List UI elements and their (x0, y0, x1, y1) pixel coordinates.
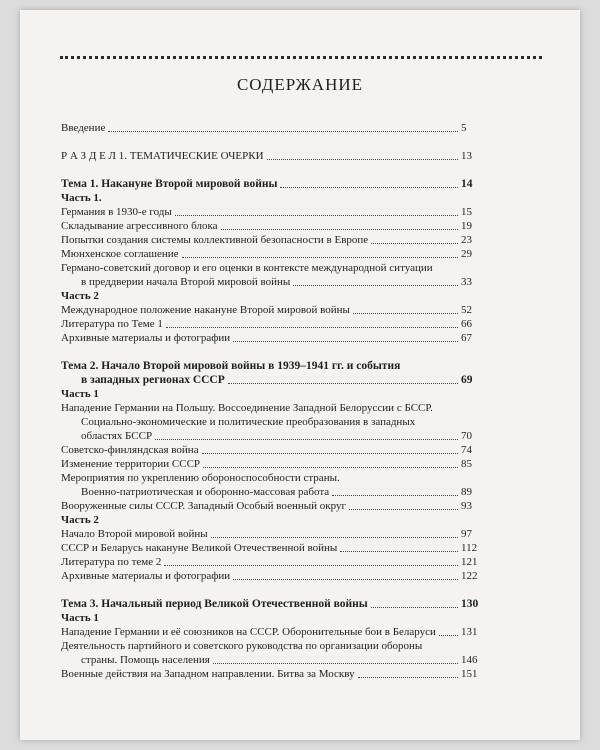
leader-dots (233, 579, 458, 580)
toc-entry[interactable] (61, 331, 479, 345)
toc-theme-2[interactable] (61, 373, 479, 387)
page-number: 121 (461, 556, 478, 568)
page-number: 66 (461, 318, 472, 330)
page-number: 13 (461, 150, 472, 162)
toc-entry[interactable] (61, 205, 479, 219)
toc-entry[interactable] (61, 667, 479, 681)
leader-dots (280, 187, 458, 188)
page-number: 19 (461, 220, 472, 232)
toc-theme-1[interactable] (61, 177, 479, 191)
page-number: 151 (461, 668, 478, 680)
page-number: 70 (461, 430, 472, 442)
entry-text: страны. Помощь населения (81, 654, 210, 666)
entry-text: Начало Второй мировой войны (61, 528, 208, 540)
toc-entry[interactable] (61, 653, 479, 667)
leader-dots (166, 327, 458, 328)
book-page (20, 10, 580, 740)
part-label: Часть 2 (61, 290, 99, 302)
page-title: СОДЕРЖАНИЕ (236, 75, 364, 94)
page-number: 122 (461, 570, 478, 582)
dotted-rule (60, 56, 542, 59)
entry-text-line[interactable]: Нападение Германии на Польшу. Воссоединение Западной Белоруссии с БССР. (61, 402, 433, 414)
page-number: 74 (461, 444, 472, 456)
leader-dots (228, 383, 458, 384)
page-number: 112 (461, 542, 478, 554)
toc-entry-intro[interactable] (61, 121, 479, 135)
page-number: 130 (461, 598, 479, 610)
entry-text: Р А З Д Е Л 1. ТЕМАТИЧЕСКИЕ ОЧЕРКИ (61, 150, 264, 162)
entry-text-line[interactable]: Социально-экономические и политические преобразования в западных (81, 416, 416, 428)
toc-entry[interactable] (61, 625, 479, 639)
toc-entry-section1[interactable] (61, 149, 479, 163)
entry-text: Попытки создания системы коллективной безопасности в Европе (61, 234, 369, 246)
leader-dots (182, 257, 458, 258)
leader-dots (164, 565, 458, 566)
entry-text: Германия в 1930-е годы (61, 206, 172, 218)
page-number: 29 (461, 248, 472, 260)
page-number: 131 (461, 626, 478, 638)
page-number: 85 (461, 458, 472, 470)
leader-dots (371, 607, 458, 608)
page-number: 52 (461, 304, 472, 316)
entry-text: Вооруженные силы СССР. Западный Особый военный округ (61, 500, 346, 512)
part-label: Часть 1. (61, 192, 102, 204)
leader-dots (203, 467, 458, 468)
toc-entry[interactable] (61, 275, 479, 289)
entry-text: СССР и Беларусь накануне Великой Отечественной войны (61, 542, 338, 554)
leader-dots (293, 285, 458, 286)
entry-text: Литература по Теме 1 (61, 318, 163, 330)
entry-text: Мюнхенское соглашение (61, 248, 179, 260)
page-number: 93 (461, 500, 472, 512)
toc-theme-3[interactable] (61, 597, 479, 611)
theme-title: Тема 3. Начальный период Великой Отечественной войны (61, 598, 368, 610)
page-number: 89 (461, 486, 472, 498)
entry-text: в преддверии начала Второй мировой войны (81, 276, 291, 288)
part-label: Часть 1 (61, 612, 99, 624)
page-number: 5 (461, 122, 467, 134)
entry-text: Литература по теме 2 (61, 556, 162, 568)
leader-dots (221, 229, 458, 230)
part-label: Часть 2 (61, 514, 99, 526)
theme-title[interactable]: Тема 2. Начало Второй мировой войны в 1939–1941 гг. и события (61, 360, 401, 372)
page-number: 67 (461, 332, 472, 344)
toc-entry[interactable] (61, 233, 479, 247)
leader-dots (358, 677, 458, 678)
toc-entry[interactable] (61, 219, 479, 233)
entry-text: Изменение территории СССР (61, 458, 201, 470)
toc-entry[interactable] (61, 499, 479, 513)
entry-text: Складывание агрессивного блока (61, 220, 218, 232)
toc-entry[interactable] (61, 317, 479, 331)
entry-text: Нападение Германии и её союзников на СССР. Оборонительные бои в Беларуси (61, 626, 436, 638)
leader-dots (211, 537, 458, 538)
entry-text: Военные действия на Западном направлении. Битва за Москву (61, 668, 355, 680)
toc-entry[interactable] (61, 429, 479, 443)
toc-entry[interactable] (61, 457, 479, 471)
leader-dots (371, 243, 458, 244)
leader-dots (340, 551, 458, 552)
leader-dots (353, 313, 458, 314)
theme-title: Тема 1. Накануне Второй мировой войны (61, 178, 278, 190)
leader-dots (267, 159, 458, 160)
leader-dots (233, 341, 458, 342)
toc-entry[interactable] (61, 303, 479, 317)
entry-text: областях БССР (81, 430, 153, 442)
toc-entry[interactable] (61, 569, 479, 583)
entry-text-line[interactable]: Германо-советский договор и его оценки в контексте международной ситуации (61, 262, 433, 274)
leader-dots (439, 635, 458, 636)
page-number: 97 (461, 528, 472, 540)
entry-text-line[interactable]: Деятельность партийного и советского руководства по организации обороны (61, 640, 423, 652)
theme-title: в западных регионах СССР (81, 374, 225, 386)
table-of-contents (61, 121, 479, 681)
entry-text: Введение (61, 122, 106, 134)
page-number: 69 (461, 374, 473, 386)
entry-text: Военно-патриотическая и оборонно-массовая работа (81, 486, 330, 498)
leader-dots (349, 509, 458, 510)
part-label: Часть 1 (61, 388, 99, 400)
leader-dots (213, 663, 458, 664)
leader-dots (332, 495, 458, 496)
entry-text: Архивные материалы и фотографии (61, 332, 231, 344)
entry-text: Советско-финляндская война (61, 444, 199, 456)
page-number: 33 (461, 276, 472, 288)
page-number: 15 (461, 206, 472, 218)
leader-dots (155, 439, 458, 440)
toc-entry[interactable] (61, 527, 479, 541)
entry-text: Архивные материалы и фотографии (61, 570, 231, 582)
toc-entry[interactable] (61, 555, 479, 569)
leader-dots (175, 215, 458, 216)
toc-entry[interactable] (61, 247, 479, 261)
page-number: 14 (461, 178, 473, 190)
toc-entry[interactable] (61, 485, 479, 499)
entry-text: Международное положение накануне Второй мировой войны (61, 304, 350, 316)
page-number: 23 (461, 234, 472, 246)
leader-dots (202, 453, 458, 454)
toc-entry[interactable] (61, 443, 479, 457)
page-number: 146 (461, 654, 478, 666)
entry-text-line[interactable]: Мероприятия по укреплению обороноспособности страны. (61, 472, 340, 484)
toc-entry[interactable] (61, 541, 479, 555)
leader-dots (108, 131, 458, 132)
